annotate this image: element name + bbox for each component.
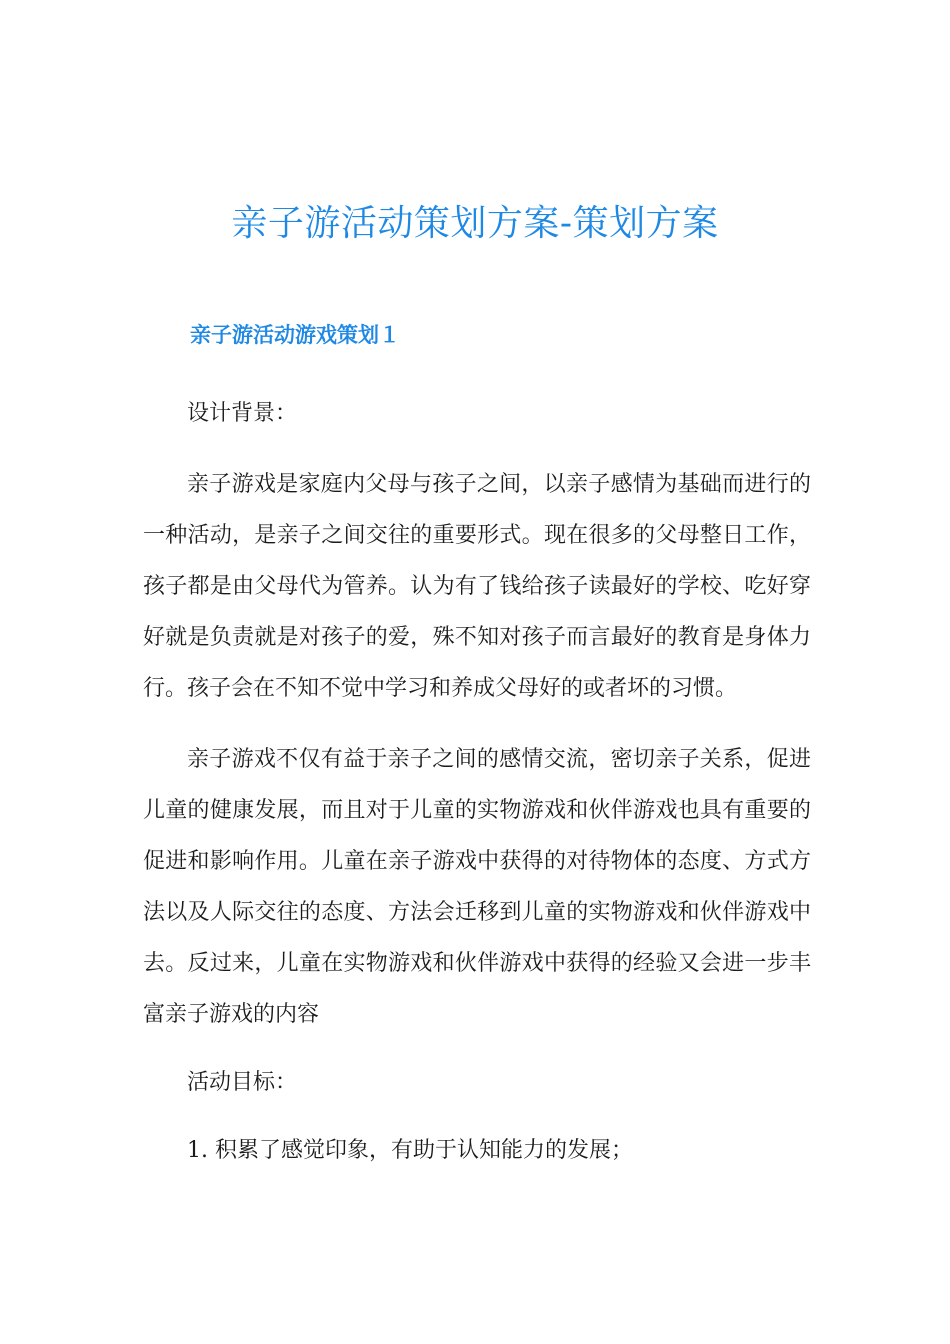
section-heading: 亲子游活动游戏策划１	[190, 323, 400, 347]
paragraph-background-2: 亲子游戏不仅有益于亲子之间的感情交流，密切亲子关系，促进儿童的健康发展，而且对于儿童的实物游戏和伙伴游戏也具有重要的促进和影响作用。儿童在亲子游戏中获得的对待物体的态度、方式方法以及人际交往的态度、方法会迁移到儿童的实物游戏和伙伴游戏中去。反过来，儿童在实物游戏和伙伴游戏中获得的经验又会进一步丰富亲子游戏的内容	[143, 747, 811, 1027]
paragraph-goals-label: 活动目标：	[187, 1070, 298, 1095]
paragraph-design-background-label: 设计背景：	[187, 401, 298, 426]
paragraph-background-1: 亲子游戏是家庭内父母与孩子之间，以亲子感情为基础而进行的一种活动，是亲子之间交往的重要形式。现在很多的父母整日工作，孩子都是由父母代为管养。认为有了钱给孩子读最好的学校、吃好穿好就是负责就是对孩子的爱，殊不知对孩子而言最好的教育是身体力行。孩子会在不知不觉中学习和养成父母好的或者坏的习惯。	[143, 472, 811, 701]
document-body	[143, 388, 811, 1176]
paragraph-goal-1: 1. 积累了感觉印象，有助于认知能力的发展；	[187, 1138, 633, 1163]
document-title: 亲子游活动策划方案-策划方案	[231, 203, 719, 244]
